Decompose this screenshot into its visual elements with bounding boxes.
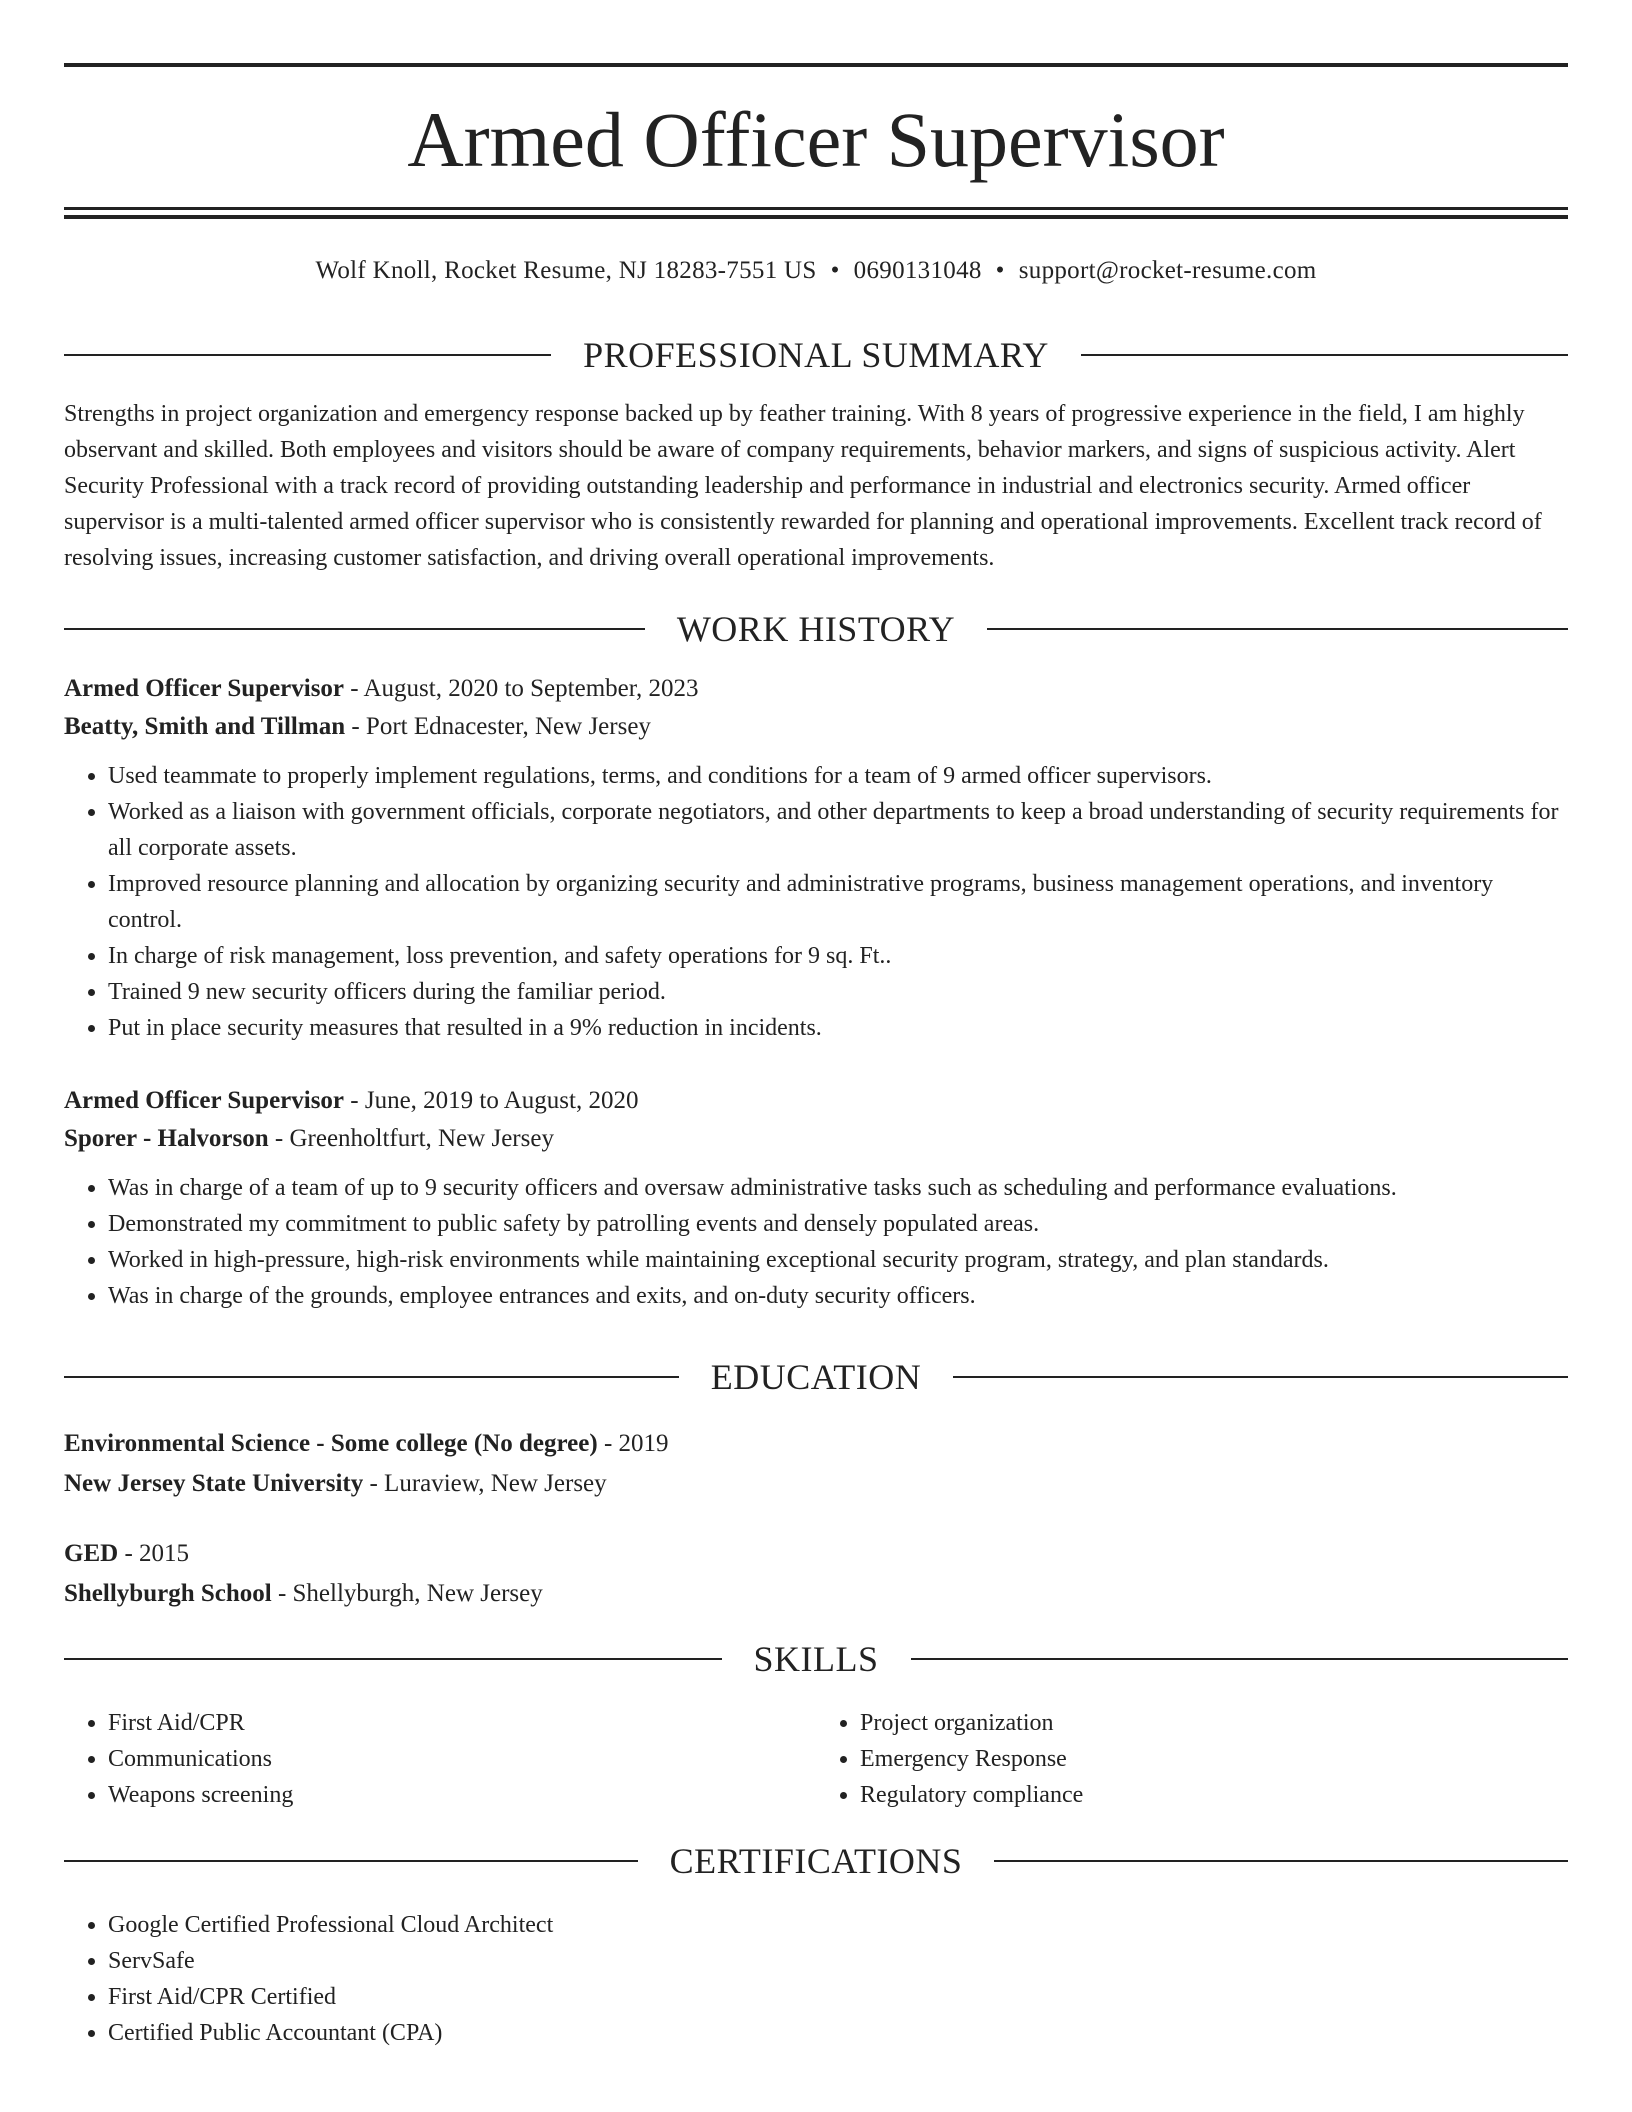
certification-item: • First Aid/CPR Certified <box>108 1979 1568 2015</box>
contact-phone: 0690131048 <box>853 257 982 284</box>
job-title: Armed Officer Supervisor <box>64 1087 345 1114</box>
job-bullet: • Put in place security measures that resulted in a 9% reduction in incidents. <box>108 1010 1568 1046</box>
heading-rule-right <box>911 1658 1569 1660</box>
education-location: - Shellyburgh, New Jersey <box>271 1580 543 1607</box>
job-bullet: • Worked as a liaison with government officials, corporate negotiators, and other departments to keep a broad understanding of security requirements for all corporate assets. <box>108 794 1568 866</box>
summary-section <box>64 396 1568 576</box>
work-heading <box>64 607 1568 651</box>
job-bullet: • Was in charge of a team of up to 9 security officers and oversaw administrative tasks such as scheduling and performance evaluations. <box>108 1170 1568 1206</box>
job-company-line <box>64 708 1568 746</box>
education-year: - 2019 <box>597 1430 669 1457</box>
summary-text: Strengths in project organization and emergency response backed up by feather training. With 8 years of progressive experience in the field, I am highly observant and skilled. Both employees and visitors should be aware of company requirements, behavior markers, and signs of suspicious activity. Alert Security Professional with a track record of providing outstanding leadership and performance in industrial and electronics security. Armed officer supervisor is a multi-talented armed officer supervisor who is consistently rewarded for planning and operational improvements. Excellent track record of resolving issues, increasing customer satisfaction, and driving overall operational improvements. <box>64 401 1542 571</box>
job-bullet: • Demonstrated my commitment to public safety by patrolling events and densely populated areas. <box>108 1206 1568 1242</box>
job-bullet: • Trained 9 new security officers during the familiar period. <box>108 974 1568 1010</box>
job-bullet: • Used teammate to properly implement regulations, terms, and conditions for a team of 9 armed officer supervisors. <box>108 758 1568 794</box>
job-location: - Port Ednacester, New Jersey <box>345 713 651 740</box>
education-school: New Jersey State University <box>64 1470 364 1497</box>
skills-list <box>64 1705 1568 1813</box>
certifications-bullets <box>64 1907 1568 2051</box>
heading-rule-right <box>994 1860 1568 1862</box>
job-company-line <box>64 1120 1568 1158</box>
skill-item: • Regulatory compliance <box>860 1777 1568 1813</box>
certifications-list <box>64 1907 1568 2051</box>
heading-rule-left <box>64 354 551 356</box>
job-dates: - June, 2019 to August, 2020 <box>344 1087 639 1114</box>
education-entry <box>64 1534 1568 1614</box>
education-year: - 2015 <box>118 1540 190 1567</box>
job-bullets <box>64 758 1568 1046</box>
job-entry <box>64 670 1568 1046</box>
job-entry <box>64 1082 1568 1314</box>
heading-rule-left <box>64 1376 679 1378</box>
heading-rule-right <box>1081 354 1568 356</box>
job-bullet: • Was in charge of the grounds, employee entrances and exits, and on-duty security officers. <box>108 1278 1568 1314</box>
skill-item: • First Aid/CPR <box>108 1705 816 1741</box>
job-bullet: • In charge of risk management, loss prevention, and safety operations for 9 sq. Ft.. <box>108 938 1568 974</box>
job-company: Beatty, Smith and Tillman <box>64 713 346 740</box>
education-school-line <box>64 1574 1568 1614</box>
skills-column-left <box>64 1705 816 1813</box>
job-dates: - August, 2020 to September, 2023 <box>344 675 699 702</box>
skills-heading <box>64 1637 1568 1681</box>
job-bullet: • Worked in high-pressure, high-risk environments while maintaining exceptional security program, strategy, and plan standards. <box>108 1242 1568 1278</box>
certifications-heading-label: CERTIFICATIONS <box>669 1841 963 1881</box>
education-degree: GED <box>64 1540 119 1567</box>
heading-rule-right <box>987 628 1568 630</box>
education-school-line <box>64 1464 1568 1504</box>
heading-rule-left <box>64 1860 638 1862</box>
education-degree: Environmental Science - Some college (No degree) <box>64 1430 598 1457</box>
contact-address: Wolf Knoll, Rocket Resume, NJ 18283-7551 US <box>315 257 817 284</box>
education-heading-label: EDUCATION <box>710 1357 922 1397</box>
resume-title: Armed Officer Supervisor <box>407 96 1225 183</box>
contact-separator: • <box>995 257 1005 284</box>
education-school: Shellyburgh School <box>64 1580 272 1607</box>
heading-rule-left <box>64 628 645 630</box>
contact-email[interactable]: support@rocket-resume.com <box>1018 257 1317 284</box>
education-location: - Luraview, New Jersey <box>363 1470 607 1497</box>
contact-separator: • <box>830 257 840 284</box>
education-entry <box>64 1424 1568 1504</box>
summary-heading <box>64 333 1568 377</box>
title-rule-lower <box>64 215 1568 219</box>
skill-item: • Project organization <box>860 1705 1568 1741</box>
education-heading <box>64 1355 1568 1399</box>
skills-column-right <box>816 1705 1568 1813</box>
heading-rule-right <box>953 1376 1568 1378</box>
work-heading-label: WORK HISTORY <box>676 609 956 649</box>
skill-item: • Communications <box>108 1741 816 1777</box>
certifications-heading <box>64 1839 1568 1883</box>
skills-heading-label: SKILLS <box>753 1639 879 1679</box>
job-bullet: • Improved resource planning and allocation by organizing security and administrative programs, business management operations, and inventory control. <box>108 866 1568 938</box>
certification-item: • Google Certified Professional Cloud Architect <box>108 1907 1568 1943</box>
contact-line <box>64 254 1568 288</box>
job-company: Sporer - Halvorson <box>64 1125 269 1152</box>
job-title: Armed Officer Supervisor <box>64 675 345 702</box>
summary-heading-label: PROFESSIONAL SUMMARY <box>583 335 1049 375</box>
top-rule <box>64 63 1568 67</box>
job-location: - Greenholtfurt, New Jersey <box>268 1125 554 1152</box>
title-rule-upper <box>64 207 1568 210</box>
education-degree-line <box>64 1424 1568 1464</box>
certification-item: • ServSafe <box>108 1943 1568 1979</box>
certification-item: • Certified Public Accountant (CPA) <box>108 2015 1568 2051</box>
skill-item: • Weapons screening <box>108 1777 816 1813</box>
job-bullets <box>64 1170 1568 1314</box>
heading-rule-left <box>64 1658 722 1660</box>
education-degree-line <box>64 1534 1568 1574</box>
job-title-line <box>64 1082 1568 1120</box>
job-title-line <box>64 670 1568 708</box>
skill-item: • Emergency Response <box>860 1741 1568 1777</box>
